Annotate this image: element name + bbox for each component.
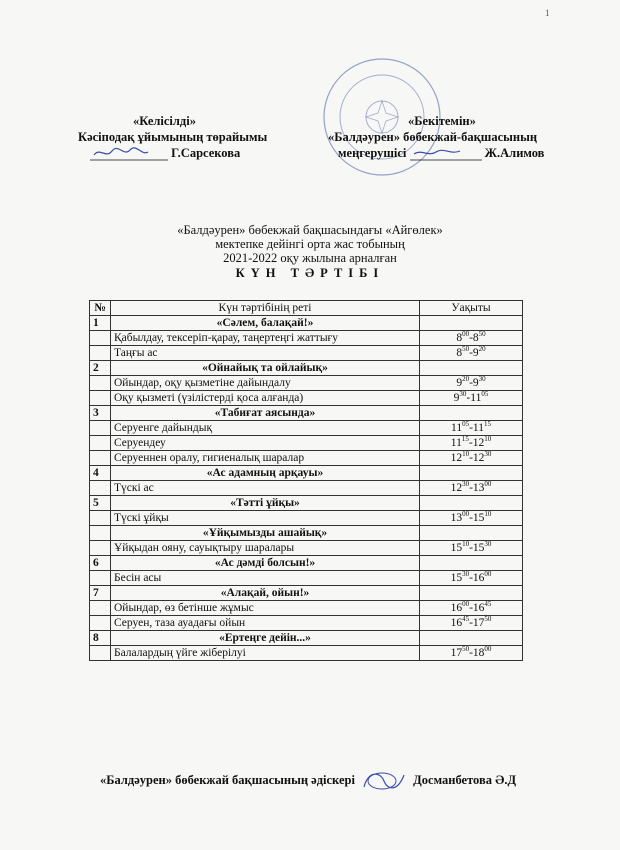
- table-row: [90, 571, 523, 586]
- time-minutes: 10: [484, 435, 492, 443]
- section-time-empty: [420, 361, 523, 376]
- title-line-3: 2021-2022 оқу жылына арналған: [223, 251, 397, 265]
- activity-cell: Бесін асы: [111, 571, 420, 586]
- table-row: [90, 421, 523, 436]
- time-hour: 15: [450, 572, 463, 584]
- activity-cell: Түскі ұйқы: [111, 511, 420, 526]
- section-title: «Тәтті ұйқы»: [111, 496, 420, 511]
- time-hour: 9: [472, 377, 479, 389]
- activity-cell: Балалардың үйге жіберілуі: [111, 646, 420, 661]
- time-hour: 11: [472, 422, 484, 434]
- section-title: «Алақай, ойын!»: [111, 586, 420, 601]
- approval-right-heading: «Бекітемін»: [408, 114, 476, 128]
- section-number: 6: [90, 556, 111, 571]
- section-time-empty: [420, 586, 523, 601]
- time-minutes: 30: [459, 390, 467, 398]
- activity-cell: Ұйқыдан ояну, сауықтыру шаралары: [111, 541, 420, 556]
- time-hour: 12: [450, 452, 463, 464]
- time-hour: 8: [456, 332, 463, 344]
- row-number-empty: [90, 376, 111, 391]
- title-line-2: мектепке дейінгі орта жас тобының: [215, 237, 405, 251]
- table-header-row: [90, 301, 523, 316]
- time-minutes: 20: [478, 345, 486, 353]
- time-hour: 15: [472, 512, 485, 524]
- time-hour: 13: [472, 482, 485, 494]
- section-title: «Ас адамның арқауы»: [111, 466, 420, 481]
- section-number: 7: [90, 586, 111, 601]
- row-number-empty: [90, 571, 111, 586]
- time-cell: $16^{00}-16^{45}$: [420, 601, 523, 616]
- section-time-empty: [420, 526, 523, 541]
- time-minutes: 50: [462, 645, 470, 653]
- time-hour: 16: [450, 602, 463, 614]
- section-time-empty: [420, 466, 523, 481]
- title-line-1: «Балдәурен» бөбекжай бақшасындағы «Айгөлек»: [177, 223, 443, 237]
- section-time-empty: [420, 631, 523, 646]
- section-title: «Ойнайық та ойлайық»: [111, 361, 420, 376]
- time-cell: $11^{15}-12^{10}$: [420, 436, 523, 451]
- section-time-empty: [420, 556, 523, 571]
- section-row: [90, 526, 523, 541]
- time-minutes: 10: [462, 540, 470, 548]
- header-activity: Күн тәртібінің реті: [111, 301, 420, 316]
- table-row: [90, 331, 523, 346]
- approval-right-position: «Балдәурен» бөбекжай-бақшасының: [328, 130, 538, 144]
- section-number: 3: [90, 406, 111, 421]
- time-minutes: 05: [462, 420, 470, 428]
- section-title: «Ертеңге дейін...»: [111, 631, 420, 646]
- time-cell: $8^{00}-8^{50}$: [420, 331, 523, 346]
- activity-cell: Таңғы ас: [111, 346, 420, 361]
- time-cell: $9^{20}-9^{30}$: [420, 376, 523, 391]
- table-row: [90, 616, 523, 631]
- section-number: [90, 526, 111, 541]
- signature-right: [410, 145, 482, 161]
- time-hour: 18: [472, 647, 485, 659]
- approval-left-signer: Г.Сарсекова: [171, 146, 241, 160]
- table-row: [90, 346, 523, 361]
- section-title: «Ас дәмді болсын!»: [111, 556, 420, 571]
- time-hour: 12: [472, 452, 485, 464]
- footer-signer: Досманбетова Ә.Д: [413, 772, 517, 787]
- header-num: №: [90, 301, 111, 316]
- section-number: 5: [90, 496, 111, 511]
- time-hour: 15: [472, 542, 485, 554]
- time-minutes: 30: [484, 540, 492, 548]
- footer: [100, 767, 570, 795]
- time-minutes: 50: [478, 330, 486, 338]
- row-number-empty: [90, 601, 111, 616]
- time-hour: 15: [450, 542, 463, 554]
- row-number-empty: [90, 451, 111, 466]
- time-cell: $8^{50}-9^{20}$: [420, 346, 523, 361]
- approval-right-signer: Ж.Алимов: [484, 146, 545, 160]
- time-minutes: 30: [462, 480, 470, 488]
- time-minutes: 00: [484, 570, 492, 578]
- time-minutes: 15: [484, 420, 491, 428]
- page-number: 1: [545, 8, 550, 18]
- time-minutes: 00: [484, 480, 492, 488]
- table-row: [90, 376, 523, 391]
- section-row: [90, 586, 523, 601]
- approval-left-position: Кәсіподақ ұйымының төрайымы: [78, 130, 268, 144]
- row-number-empty: [90, 511, 111, 526]
- table-row: [90, 451, 523, 466]
- time-minutes: 30: [462, 570, 470, 578]
- time-hour: 17: [472, 617, 485, 629]
- time-hour: 8: [472, 332, 479, 344]
- section-time-empty: [420, 406, 523, 421]
- time-minutes: 00: [462, 330, 470, 338]
- time-minutes: 50: [484, 615, 492, 623]
- section-time-empty: [420, 496, 523, 511]
- activity-cell: Серуендеу: [111, 436, 420, 451]
- approval-right-role: меңгерушісі: [338, 146, 407, 160]
- approval-right: [328, 113, 598, 161]
- section-title: «Сәлем, балақай!»: [111, 316, 420, 331]
- table-row: [90, 541, 523, 556]
- activity-cell: Серуеннен оралу, гигиеналық шаралар: [111, 451, 420, 466]
- time-minutes: 15: [461, 435, 469, 443]
- time-cell: $11^{05}-11^{15}$: [420, 421, 523, 436]
- approval-left: [78, 113, 338, 161]
- row-number-empty: [90, 646, 111, 661]
- time-hour: 8: [456, 347, 463, 359]
- section-row: [90, 496, 523, 511]
- section-title: «Табиғат аясында»: [111, 406, 420, 421]
- time-minutes: 30: [478, 375, 486, 383]
- activity-cell: Оқу қызметі (үзілістерді қоса алғанда): [111, 391, 420, 406]
- schedule-table: [89, 300, 523, 661]
- time-minutes: 05: [481, 390, 489, 398]
- row-number-empty: [90, 331, 111, 346]
- footer-position: «Балдәурен» бөбекжай бақшасының әдіскері: [100, 772, 355, 787]
- time-minutes: 00: [484, 645, 492, 653]
- signature-footer: [358, 767, 410, 795]
- section-title: «Ұйқымызды ашайық»: [111, 526, 420, 541]
- section-row: [90, 316, 523, 331]
- section-number: 4: [90, 466, 111, 481]
- header-time: Уақыты: [420, 301, 523, 316]
- time-minutes: 30: [484, 450, 492, 458]
- time-minutes: 10: [484, 510, 492, 518]
- time-hour: 12: [472, 437, 485, 449]
- time-hour: 17: [450, 647, 463, 659]
- row-number-empty: [90, 391, 111, 406]
- table-row: [90, 511, 523, 526]
- section-number: 1: [90, 316, 111, 331]
- time-cell: $9^{30}-11^{05}$: [420, 391, 523, 406]
- time-hour: 16: [472, 572, 485, 584]
- time-minutes: 45: [462, 615, 470, 623]
- row-number-empty: [90, 421, 111, 436]
- time-hour: 11: [470, 392, 482, 404]
- time-hour: 11: [450, 437, 462, 449]
- time-cell: $15^{30}-16^{00}$: [420, 571, 523, 586]
- time-minutes: 20: [462, 375, 470, 383]
- time-hour: 16: [450, 617, 463, 629]
- section-number: 2: [90, 361, 111, 376]
- activity-cell: Серуен, таза ауадағы ойын: [111, 616, 420, 631]
- row-number-empty: [90, 481, 111, 496]
- time-cell: $16^{45}-17^{50}$: [420, 616, 523, 631]
- time-minutes: 45: [484, 600, 492, 608]
- section-row: [90, 631, 523, 646]
- row-number-empty: [90, 541, 111, 556]
- table-row: [90, 436, 523, 451]
- activity-cell: Түскі ас: [111, 481, 420, 496]
- time-minutes: 10: [462, 450, 470, 458]
- time-hour: 9: [453, 392, 460, 404]
- time-hour: 11: [451, 422, 463, 434]
- document-title: [0, 223, 620, 280]
- table-row: [90, 481, 523, 496]
- time-cell: $13^{00}-15^{10}$: [420, 511, 523, 526]
- section-row: [90, 361, 523, 376]
- time-minutes: 50: [462, 345, 470, 353]
- time-hour: 9: [472, 347, 479, 359]
- time-minutes: 00: [462, 600, 470, 608]
- section-row: [90, 406, 523, 421]
- time-hour: 12: [450, 482, 463, 494]
- time-cell: $15^{10}-15^{30}$: [420, 541, 523, 556]
- row-number-empty: [90, 436, 111, 451]
- section-time-empty: [420, 316, 523, 331]
- table-row: [90, 646, 523, 661]
- title-main: КҮН ТӘРТІБІ: [235, 266, 385, 280]
- time-cell: $12^{30}-13^{00}$: [420, 481, 523, 496]
- time-hour: 9: [456, 377, 463, 389]
- time-cell: $12^{10}-12^{30}$: [420, 451, 523, 466]
- section-number: 8: [90, 631, 111, 646]
- activity-cell: Серуенге дайындық: [111, 421, 420, 436]
- time-hour: 13: [450, 512, 463, 524]
- time-cell: $17^{50}-18^{00}$: [420, 646, 523, 661]
- activity-cell: Ойындар, оқу қызметіне дайындалу: [111, 376, 420, 391]
- table-row: [90, 601, 523, 616]
- activity-cell: Ойындар, өз бетінше жұмыс: [111, 601, 420, 616]
- time-hour: 16: [472, 602, 485, 614]
- time-minutes: 00: [462, 510, 470, 518]
- table-row: [90, 391, 523, 406]
- signature-left: [90, 145, 168, 161]
- row-number-empty: [90, 616, 111, 631]
- section-row: [90, 466, 523, 481]
- row-number-empty: [90, 346, 111, 361]
- approval-left-heading: «Келісілді»: [133, 114, 196, 128]
- activity-cell: Қабылдау, тексеріп-қарау, таңертеңгі жаттығу: [111, 331, 420, 346]
- section-row: [90, 556, 523, 571]
